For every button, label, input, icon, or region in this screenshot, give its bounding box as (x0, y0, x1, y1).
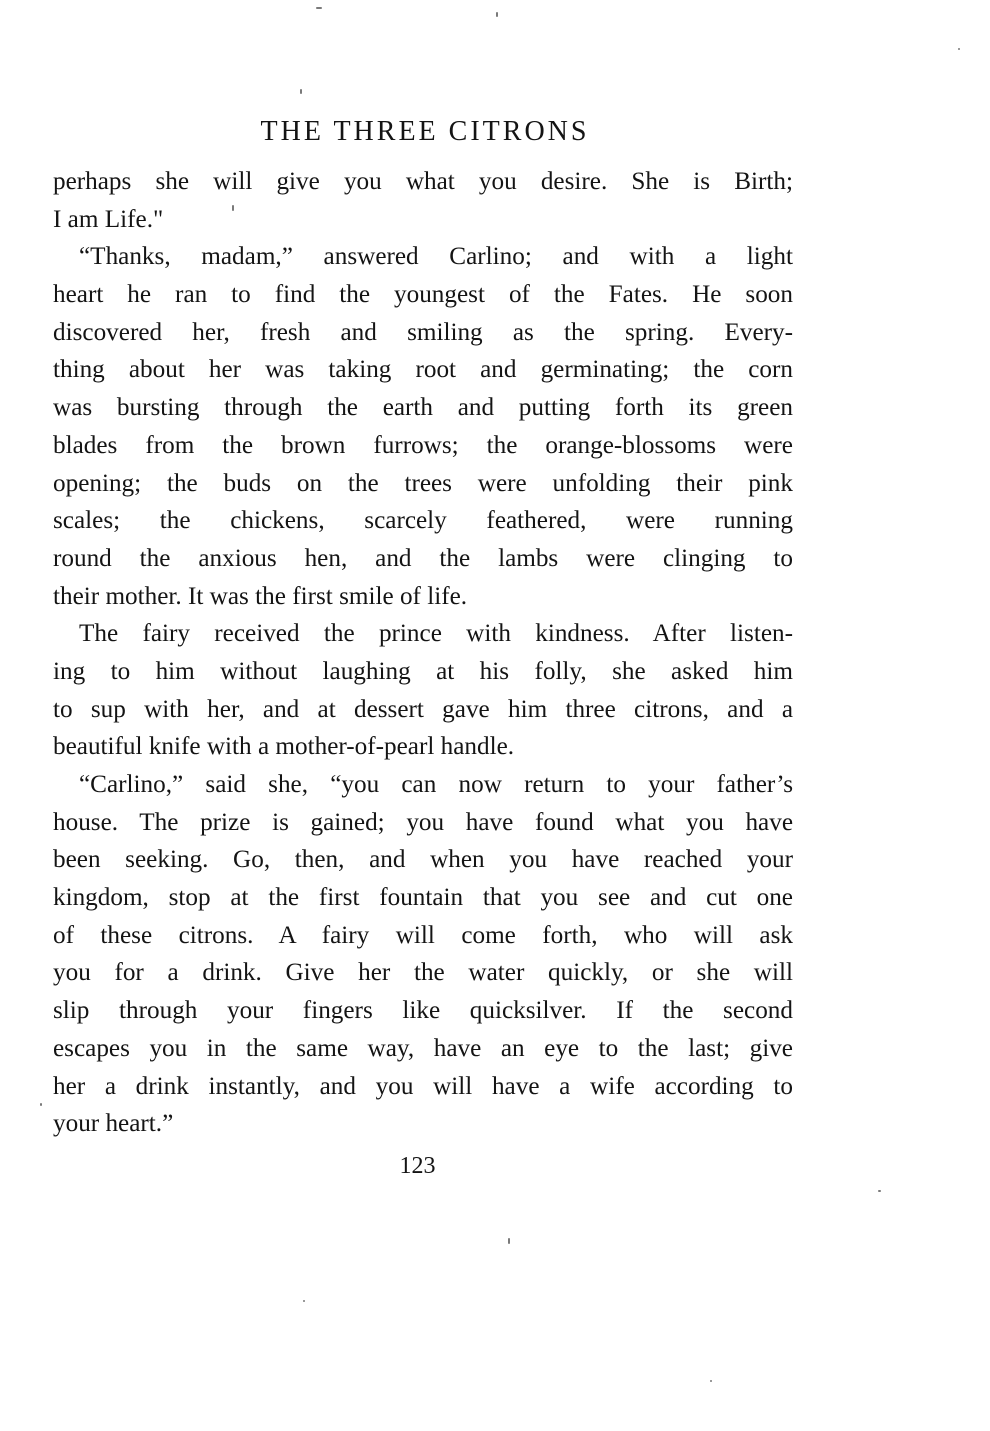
scan-speck (710, 1380, 712, 1382)
text-line: “Thanks, madam,” answered Carlino; and with a light (79, 243, 793, 271)
text-line: thing about her was taking root and germinating; the corn (53, 356, 793, 384)
paragraph (53, 615, 793, 766)
text-line: house. The prize is gained; you have found what you have (53, 808, 793, 836)
scan-speck (508, 1238, 510, 1244)
text-line: your heart.” (53, 1110, 174, 1138)
scan-speck (316, 7, 322, 9)
scan-speck (958, 48, 960, 50)
text-line: been seeking. Go, then, and when you have reached your (53, 846, 793, 874)
running-head: THE THREE CITRONS (260, 116, 590, 147)
text-line: The fairy received the prince with kindness. After listen- (79, 620, 793, 648)
scan-speck (878, 1190, 881, 1192)
text-line: scales; the chickens, scarcely feathered, were running (53, 507, 793, 535)
text-line: kingdom, stop at the first fountain that you see and cut one (53, 884, 793, 912)
text-line: blades from the brown furrows; the orange-blossoms were (53, 431, 793, 459)
paragraph (53, 163, 793, 238)
text-line: her a drink instantly, and you will have a wife according to (53, 1072, 793, 1100)
text-line: opening; the buds on the trees were unfolding their pink (53, 469, 793, 497)
text-line: to sup with her, and at dessert gave him three citrons, and a (53, 695, 793, 723)
scan-speck (232, 205, 234, 211)
body-text (53, 163, 793, 1143)
text-line: ing to him without laughing at his folly, she asked him (53, 657, 793, 685)
text-line: perhaps she will give you what you desire. She is Birth; (53, 168, 793, 195)
page-number: 123 (399, 1153, 436, 1179)
paragraph (53, 238, 793, 615)
scan-speck (303, 1300, 305, 1302)
text-line: was bursting through the earth and putting forth its green (53, 394, 793, 422)
text-line: slip through your fingers like quicksilver. If the second (53, 997, 793, 1025)
text-line: heart he ran to find the youngest of the Fates. He soon (53, 281, 793, 309)
text-line: beautiful knife with a mother-of-pearl handle. (53, 733, 515, 761)
text-line: their mother. It was the first smile of life. (53, 582, 468, 610)
text-line: you for a drink. Give her the water quickly, or she will (53, 959, 793, 987)
scan-speck (40, 1103, 42, 1106)
text-line: round the anxious hen, and the lambs were clinging to (53, 544, 793, 572)
text-line: of these citrons. A fairy will come forth, who will ask (53, 921, 793, 949)
scan-speck (300, 89, 302, 94)
text-line: escapes you in the same way, have an eye to the last; give (53, 1034, 793, 1062)
paragraph (53, 766, 793, 1143)
text-line: “Carlino,” said she, “you can now return to your father’s (79, 771, 793, 798)
text-line: I am Life." (53, 205, 164, 233)
scan-speck (496, 12, 498, 17)
text-line: discovered her, fresh and smiling as the spring. Every- (53, 318, 793, 346)
